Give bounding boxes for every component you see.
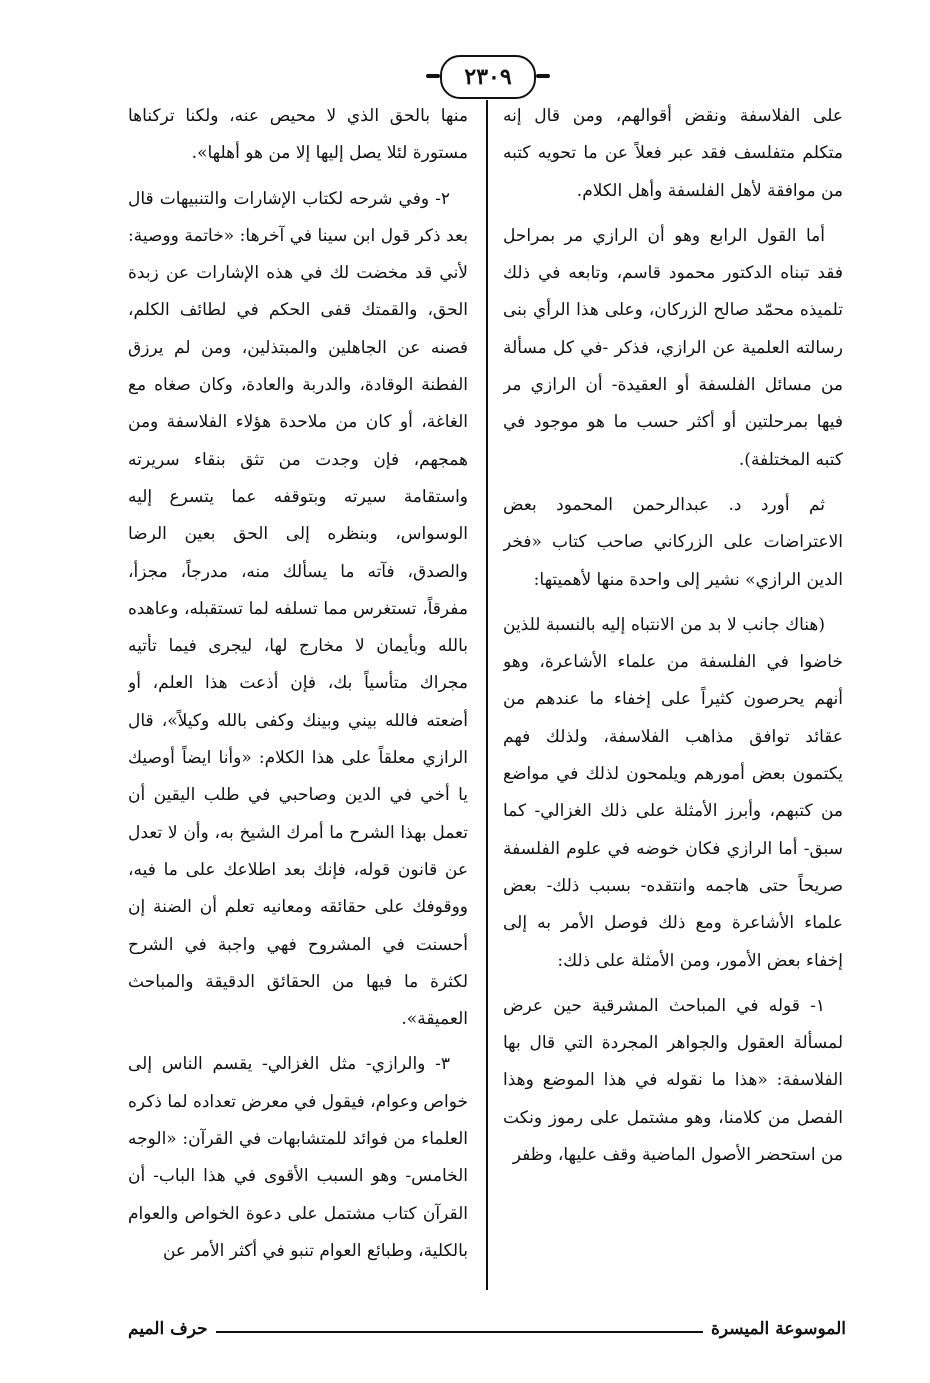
page-footer xyxy=(128,1303,846,1339)
paragraph: (هناك جانب لا بد من الانتباه إليه بالنسبة للذين خاضوا في الفلسفة من علماء الأشاعرة، وهو أنهم يحرصون كثيراً على إخفاء ما عندهم من عقائد توافق مذاهب الفلاسفة، ولذلك فهم يكتمون بعض أمورهم ويلمحون لذلك في مواضع من كتبهم، وأبرز الأمثلة على ذلك الغزالي- كما سبق- أما الرازي فكان خوضه في علوم الفلسفة صريحاً حتى هاجمه وانتقده- بسبب ذلك- بعض علماء الأشاعرة ومع ذلك فوصل الأمر به إلى إخفاء بعض الأمور، ومن الأمثلة على ذلك: xyxy=(503,614,843,971)
footer-rule xyxy=(216,1331,703,1333)
paragraph: ١- قوله في المباحث المشرقية حين عرض لمسألة العقول والجواهر المجردة التي قال بها الفلاسفة: «هذا ما نقوله في هذا الموضع وهذا الفصل من كلامنا، وهو مشتمل على رموز ونكت من استحضر الأصول الماضية وقف عليها، وظفر xyxy=(503,995,843,1166)
paragraph: على الفلاسفة ونقض أقوالهم، ومن قال إنه متكلم متفلسف فقد عبر فعلاً عن ما تحويه كتبه من موافقة لأهل الفلسفة وأهل الكلام. xyxy=(503,106,843,201)
page-number: ٢٣٠٩ xyxy=(440,55,536,99)
footer-title: الموسوعة الميسرة xyxy=(710,1319,846,1339)
paragraph: منها بالحق الذي لا محيص عنه، ولكنا تركناها مستورة لئلا يصل إليها إلا من هو أهلها». xyxy=(128,106,468,164)
right-column xyxy=(503,98,843,1294)
paragraph: ٣- والرازي- مثل الغزالي- يقسم الناس إلى خواص وعوام، فيقول في معرض تعداده لما ذكره العلماء من فوائد للمتشابهات في القرآن: «الوجه الخامس- وهو السبب الأقوى في هذا الباب- أن القرآن كتاب مشتمل على دعوة الخواص والعوام بالكلية، وطبائع العوام تنبو في أكثر الأمر عن xyxy=(128,1054,468,1261)
paragraph: ٢- وفي شرحه لكتاب الإشارات والتنبيهات قال بعد ذكر قول ابن سينا في آخرها: «خاتمة ووصية: لأني قد مخضت لك في هذه الإشارات عن زبدة الحق، والقمتك قفى الحكم في لطائف الكلم، فصنه عن الجاهلين والمبتذلين، ومن لم يرزق الفطنة الوقادة، والدربة والعادة، وكان صغاه مع الغاغة، أو كان من ملاحدة هؤلاء الفلاسفة ومن همجهم، فإن وجدت من تثق بنقاء سريرته واستقامة سيرته وبتوقفه عما يتسرع إليه الوسواس، وبنظره إلى الحق بعين الرضا والصدق، فآته ما يسألك منه، مدرجاً، مجزأ، مفرقاً، تستغرس مما تسلفه لما تستقبله، وعاهده بالله وبأيمان لا مخارج لها، ليجرى فيما تأتيه مجراك متأسياً بك، فإن أذعت هذا العلم، أو أضعته فالله بيني وبينك وكفى بالله وكيلاً»، قال الرازي معلقاً على هذا الكلام: «وأنا ايضاً أوصيك يا أخي في الدين وصاحبي في طلب اليقين أن تعمل بهذا الشرح ما أمرك الشيخ به، وأن لا تعدل عن قانون قوله، فإنك بعد اطلاعك على ما فيه، ووقوفك على حقائقه ومعانيه تعلم أن الضنة إن أحسنت في المشروح فهي واجبة في الشرح لكثرة ما فيها من الحقائق الدقيقة والمباحث العميقة». xyxy=(128,188,468,1030)
left-column xyxy=(128,98,468,1294)
column-divider xyxy=(486,100,488,1290)
footer-section: حرف الميم xyxy=(128,1319,208,1339)
paragraph: ثم أورد د. عبدالرحمن المحمود بعض الاعتراضات على الزركاني صاحب كتاب «فخر الدين الرازي» نشير إلى واحدة منها لأهميتها: xyxy=(503,494,843,590)
paragraph: أما القول الرابع وهو أن الرازي مر بمراحل فقد تبناه الدكتور محمود قاسم، وتابعه في ذلك تلميذه محمّد صالح الزركان، وعلى هذا الرأي بنى رسالته العلمية عن الرازي، فذكر -في كل مسألة من مسائل الفلسفة أو العقيدة- أن الرازي مر فيها بمرحلتين أو أكثر حسب ما هو موجود في كتبه المختلفة). xyxy=(503,225,843,470)
